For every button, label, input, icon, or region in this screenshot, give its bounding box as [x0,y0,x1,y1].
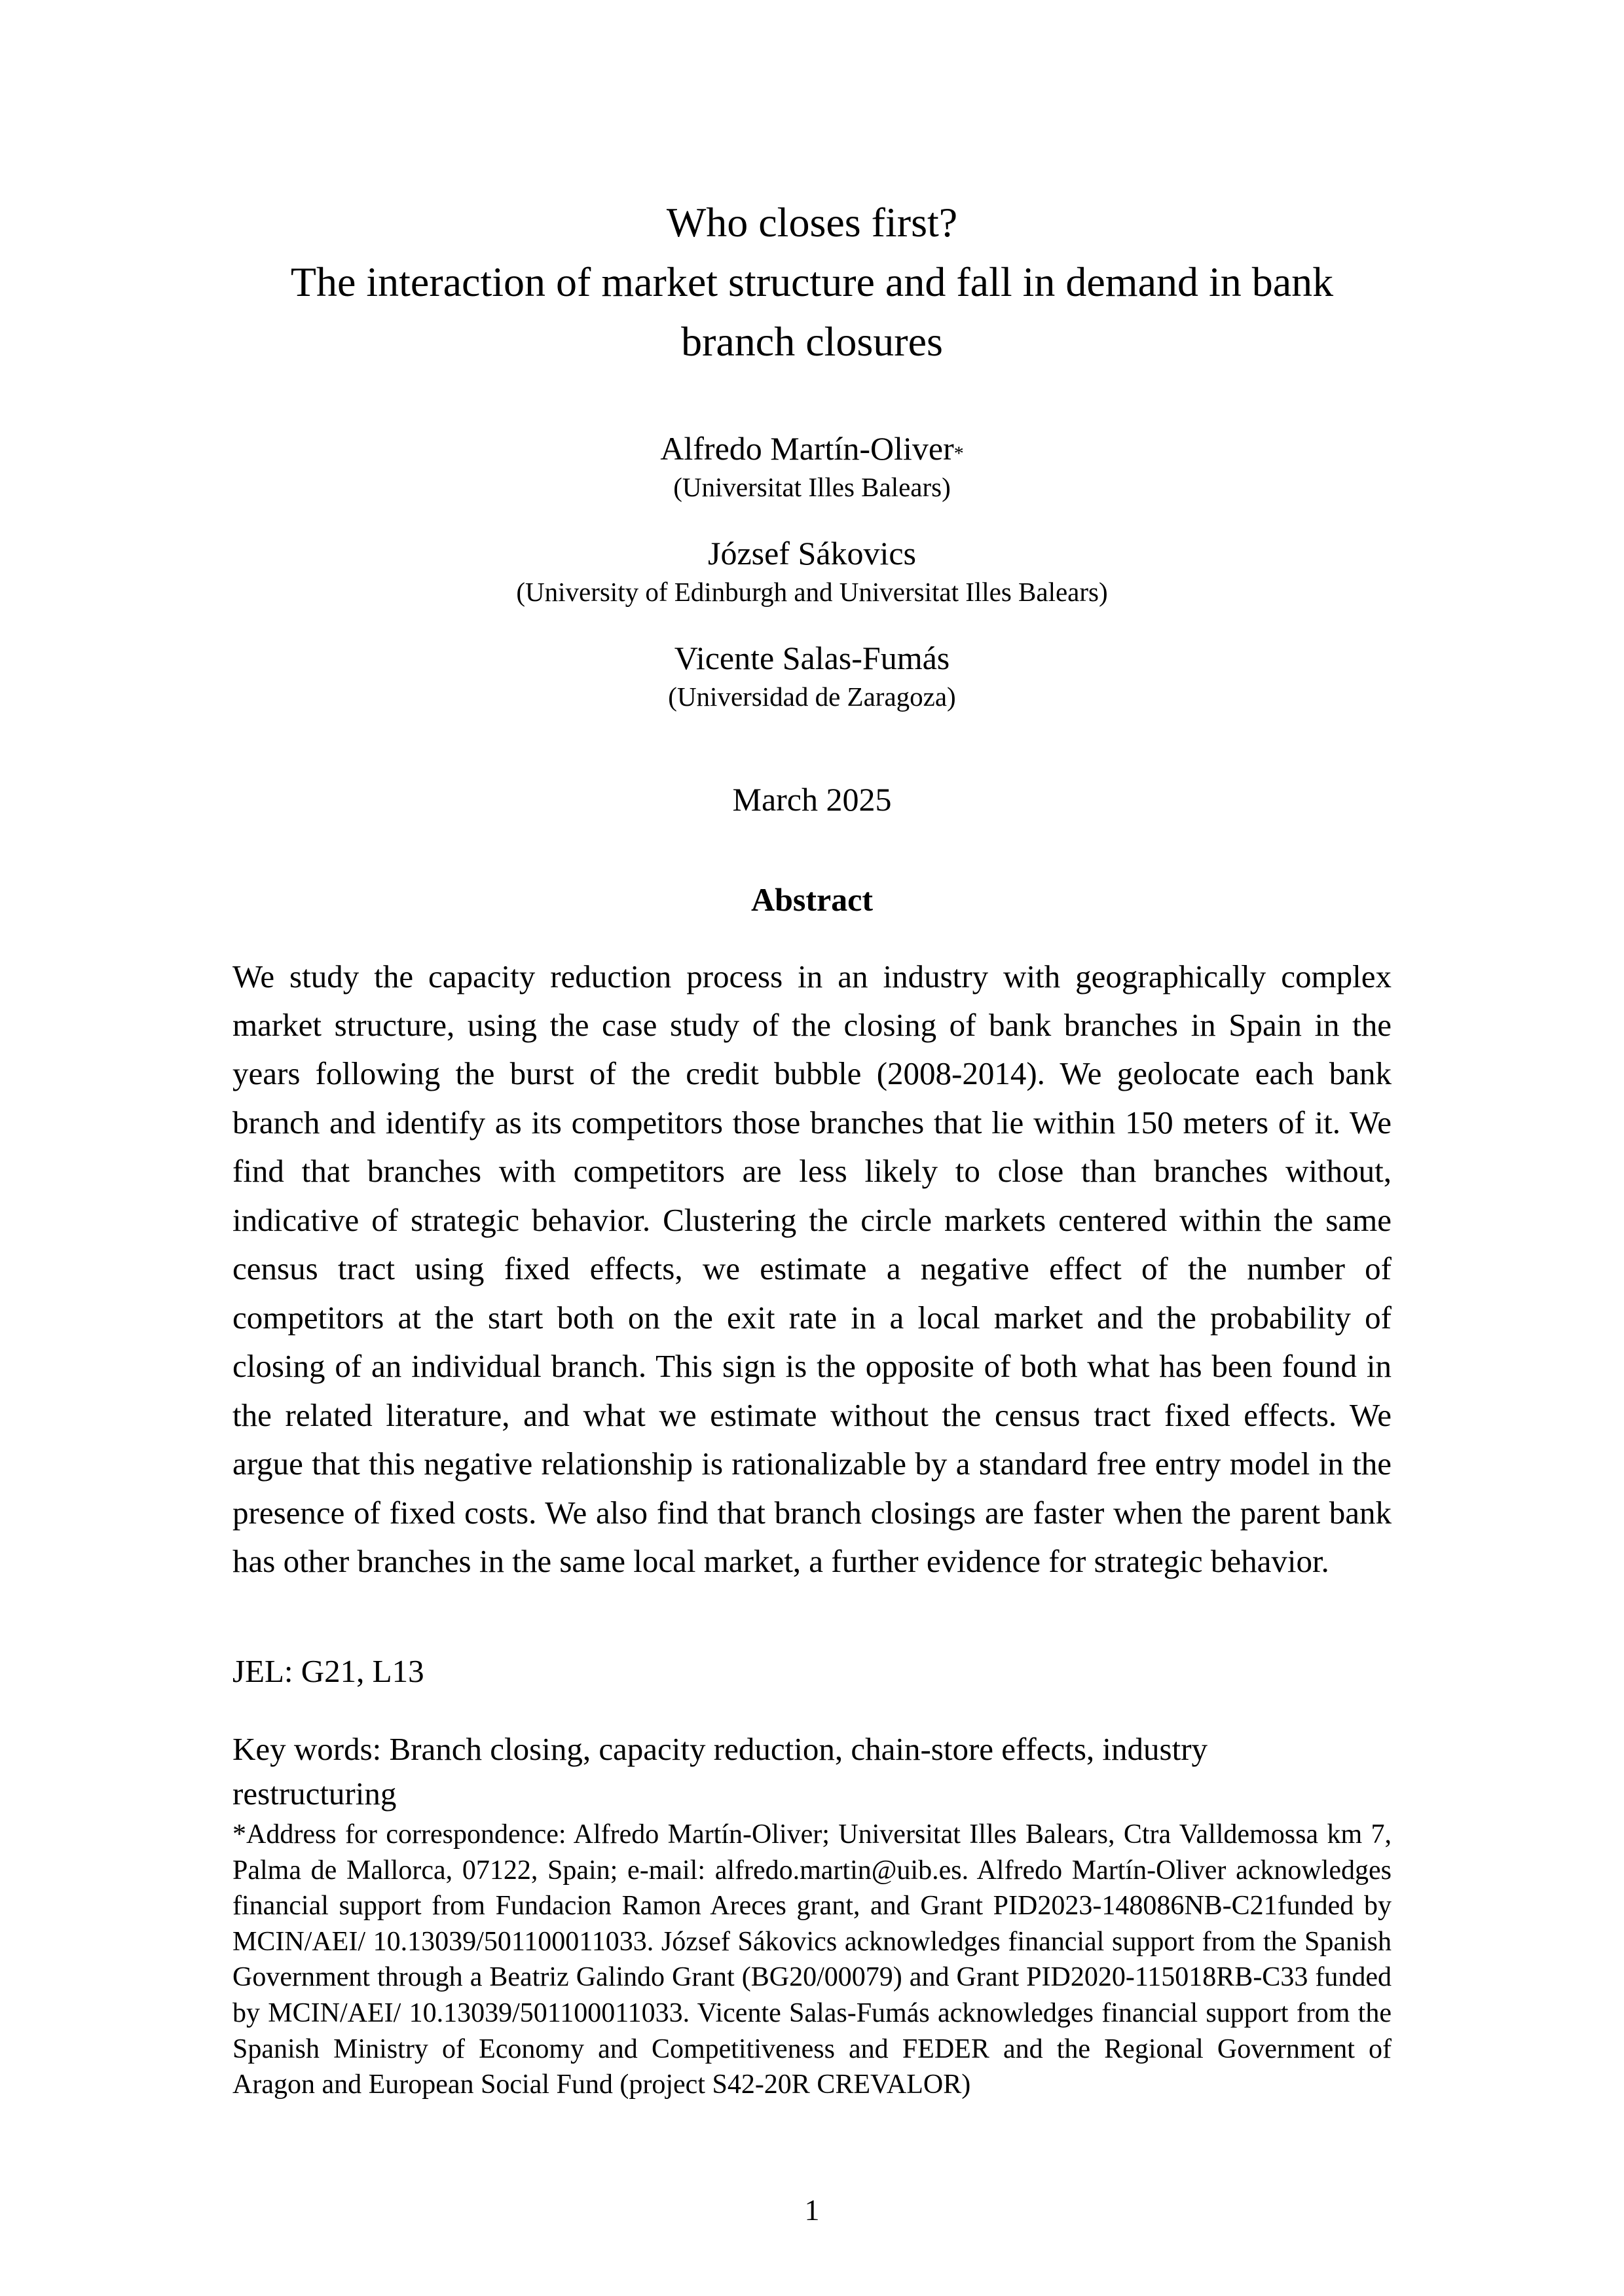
author-block-3 [232,637,1392,714]
author-name [232,637,1392,680]
author-affiliation: (Universitat Illes Balears) [673,471,951,502]
jel-codes: JEL: G21, L13 [232,1652,424,1689]
author-block-1 [232,428,1392,505]
author-name [232,532,1392,575]
author-name [232,428,1392,470]
title-line-2: The interaction of market structure and fall in demand in bank branch closures [290,258,1334,365]
author-name-text: Vicente Salas-Fumás [674,640,950,677]
author-affiliation: (Universidad de Zaragoza) [668,682,956,712]
abstract-text: We study the capacity reduction process in an industry with geographically complex market structure, using the case study of the closing of bank branches in Spain in the years following the burst of the credit bubble (2008-2014). We geolocate each bank branch and identify as its competitors those branches that lie within 150 meters of it. We find that branches with competitors are less likely to close than branches without, indicative of strategic behavior. Clustering the circle markets centered within the same census tract using fixed effects, we estimate a negative effect of the number of competitors at the start both on the exit rate in a local market and the probability of closing of an individual branch. This sign is the opposite of both what has been found in the related literature, and what we estimate without the census tract fixed effects. We argue that this negative relationship is rationalizable by a standard free entry model in the presence of fixed costs. We also find that branch closings are faster when the parent bank has other branches in the same local market, a further evidence for strategic behavior. [232,958,1392,1580]
author-affiliation: (University of Edinburgh and Universitat Illes Balears) [516,576,1108,607]
publication-date: March 2025 [732,780,892,818]
correspondence-footnote: *Address for correspondence: Alfredo Martín-Oliver; Universitat Illes Balears, Ctra Valldemossa km 7, Palma de Mallorca, 07122, Spain; e-mail: alfredo.martin@uib.es. Alfredo Martín-Oliver acknowledges financial support from Fundacion Ramon Areces grant, and Grant PID2023-148086NB-C21funded by MCIN/AEI/ 10.13039/501100011033. József Sákovics acknowledges financial support from the Spanish Government through a Beatriz Galindo Grant (BG20/00079) and Grant PID2020-115018RB-C33 funded by MCIN/AEI/ 10.13039/501100011033. Vicente Salas-Fumás acknowledges financial support from the Spanish Ministry of Economy and Competitiveness and FEDER and the Regional Government of Aragon and European Social Fund (project S42-20R CREVALOR) [232,1819,1392,2100]
author-list [232,428,1392,742]
author-block-2 [232,532,1392,610]
abstract-heading: Abstract [750,881,874,918]
author-name-text: József Sákovics [708,534,916,572]
keywords-line-2: restructuring [232,1776,397,1812]
keywords-line-1: Key words: Branch closing, capacity reduction, chain-store effects, industry [232,1730,1208,1767]
author-footnote-marker: * [953,442,964,464]
author-name-text: Alfredo Martín-Oliver [660,429,954,467]
page-number: 1 [804,2193,820,2227]
paper-title [255,193,1369,372]
title-line-1: Who closes first? [666,199,958,246]
keywords [232,1727,1392,1817]
